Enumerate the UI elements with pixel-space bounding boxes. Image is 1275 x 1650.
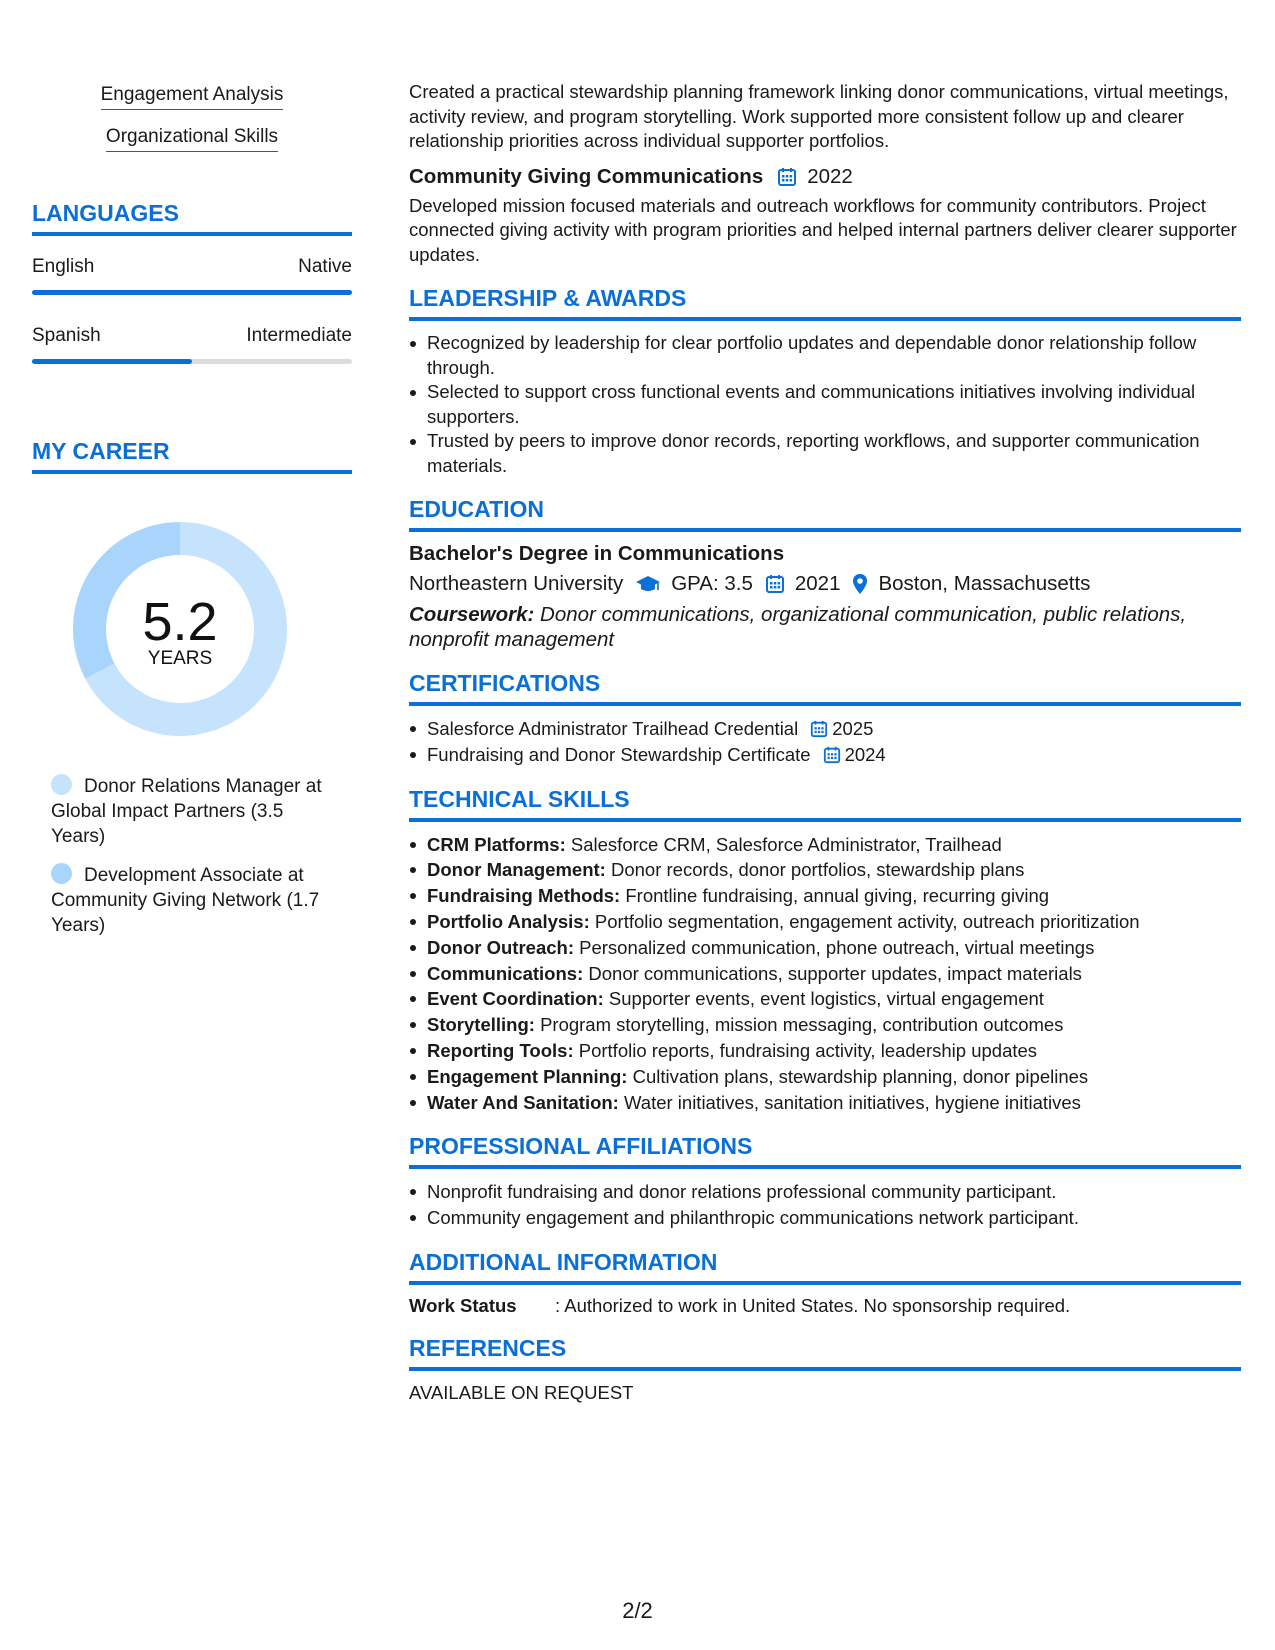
project-title-row (409, 165, 1241, 189)
career-legend (32, 774, 352, 938)
list-item: Portfolio Analysis: Portfolio segmentation, engagement activity, outreach prioritization (409, 909, 1241, 935)
career-legend-item: Donor Relations Manager at Global Impact Partners (3.5 Years) (51, 776, 322, 847)
list-item: Salesforce Administrator Trailhead Credential 2025 (409, 716, 1241, 742)
school-name: Northeastern University (409, 572, 624, 595)
legend-dot (51, 774, 72, 795)
education-meta (409, 572, 1241, 596)
school-location: Boston, Massachusetts (878, 572, 1091, 595)
language-level-fill (32, 290, 352, 295)
language-row (32, 325, 352, 347)
list-item: Communications: Donor communications, supporter updates, impact materials (409, 961, 1241, 987)
project-description: Created a practical stewardship planning framework linking donor communications, virtual meetings, activity review, and program storytelling. Work supported more consistent follow up and clearer relationship priorities across individual supporter portfolios. (409, 81, 1229, 151)
affiliations-heading: PROFESSIONAL AFFILIATIONS (409, 1133, 1241, 1169)
right-column (409, 80, 1241, 1405)
language-level: Intermediate (246, 325, 352, 346)
calendar-icon (765, 574, 785, 594)
list-item: Selected to support cross functional events and communications initiatives involving individual supporters. (409, 380, 1241, 429)
certifications-heading: CERTIFICATIONS (409, 670, 1241, 706)
technical-skills-heading: TECHNICAL SKILLS (409, 786, 1241, 822)
language-name: Spanish (32, 325, 101, 346)
calendar-icon (777, 167, 797, 187)
list-item: Fundraising Methods: Frontline fundraising, annual giving, recurring giving (409, 883, 1241, 909)
career-donut-svg (65, 514, 295, 744)
language-row (32, 256, 352, 278)
calendar-icon (810, 720, 828, 738)
coursework-label: Coursework: (409, 603, 535, 626)
career-donut-chart (65, 514, 295, 744)
skill-item: Engagement Analysis (32, 84, 352, 110)
language-name: English (32, 256, 95, 277)
calendar-icon (823, 746, 841, 764)
language-level-fill (32, 359, 192, 364)
gpa: GPA: 3.5 (671, 572, 753, 595)
skill-item: Organizational Skills (32, 126, 352, 152)
affiliations-list (409, 1179, 1241, 1231)
certifications-list (409, 716, 1241, 768)
list-item: Donor Management: Donor records, donor portfolios, stewardship plans (409, 857, 1241, 883)
language-level: Native (298, 256, 352, 277)
list-item: Water And Sanitation: Water initiatives, sanitation initiatives, hygiene initiatives (409, 1090, 1241, 1116)
education-heading: EDUCATION (409, 496, 1241, 532)
legend-dot (51, 863, 72, 884)
project-title: Community Giving Communications (409, 164, 764, 188)
graduation-cap-icon (635, 574, 661, 594)
career-total: 5.2 (142, 592, 218, 652)
work-status-value: : Authorized to work in United States. No sponsorship required. (555, 1294, 1071, 1316)
list-item: Engagement Planning: Cultivation plans, stewardship planning, donor pipelines (409, 1064, 1241, 1090)
leadership-heading: LEADERSHIP & AWARDS (409, 285, 1241, 321)
list-item: Community engagement and philanthropic communications network participant. (409, 1205, 1241, 1231)
coursework-text: Donor communications, organizational communication, public relations, nonprofit management (409, 603, 1187, 651)
project-year: 2022 (807, 164, 853, 188)
left-column (32, 84, 352, 952)
leadership-list (409, 331, 1241, 478)
list-item: Donor Outreach: Personalized communication, phone outreach, virtual meetings (409, 935, 1241, 961)
references-text: AVAILABLE ON REQUEST (409, 1381, 634, 1403)
language-level-bar (32, 359, 352, 364)
list-item: Trusted by peers to improve donor records, reporting workflows, and supporter communication materials. (409, 429, 1241, 478)
additional-info-heading: ADDITIONAL INFORMATION (409, 1249, 1241, 1285)
location-pin-icon (852, 573, 868, 595)
career-unit: YEARS (147, 648, 213, 669)
references-heading: REFERENCES (409, 1335, 1241, 1371)
list-item: CRM Platforms: Salesforce CRM, Salesforce Administrator, Trailhead (409, 832, 1241, 858)
list-item: Nonprofit fundraising and donor relations professional community participant. (409, 1179, 1241, 1205)
list-item: Recognized by leadership for clear portfolio updates and dependable donor relationship follow through. (409, 331, 1241, 380)
work-status-label: Work Status (409, 1294, 517, 1316)
list-item: Fundraising and Donor Stewardship Certificate 2024 (409, 742, 1241, 768)
language-level-bar (32, 290, 352, 295)
languages-heading: LANGUAGES (32, 200, 352, 236)
technical-skills-list (409, 832, 1241, 1116)
degree-title: Bachelor's Degree in Communications (409, 542, 785, 565)
work-status-row (409, 1295, 1241, 1317)
page-number: 2/2 (622, 1598, 653, 1623)
list-item: Event Coordination: Supporter events, event logistics, virtual engagement (409, 986, 1241, 1012)
list-item: Reporting Tools: Portfolio reports, fundraising activity, leadership updates (409, 1038, 1241, 1064)
career-heading: MY CAREER (32, 438, 352, 474)
graduation-year: 2021 (794, 572, 841, 595)
coursework (409, 602, 1241, 652)
list-item: Storytelling: Program storytelling, mission messaging, contribution outcomes (409, 1012, 1241, 1038)
project-description: Developed mission focused materials and outreach workflows for community contributors. Project connected giving activity with program priorities and helped internal partners deliver clearer supporter updates. (409, 194, 1237, 265)
career-legend-item: Development Associate at Community Giving Network (1.7 Years) (51, 865, 320, 936)
